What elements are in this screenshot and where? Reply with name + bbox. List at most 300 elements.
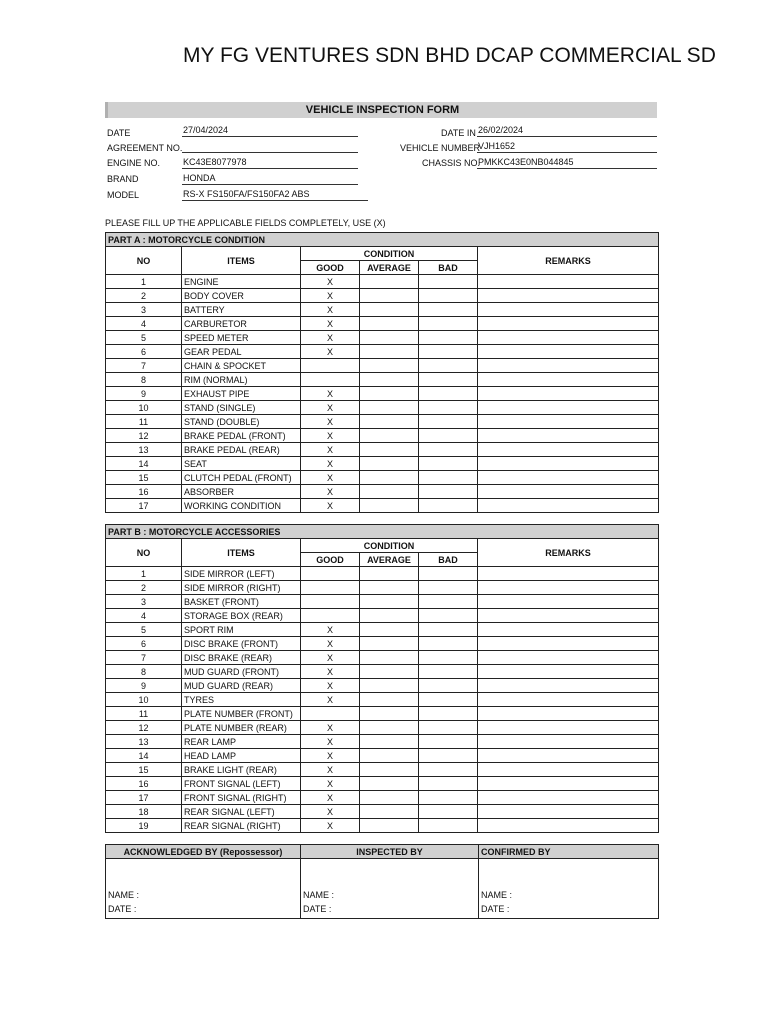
- row-no: 3: [106, 303, 182, 317]
- row-item: ENGINE: [182, 275, 301, 289]
- row-item: RIM (NORMAL): [182, 373, 301, 387]
- col-average-header: AVERAGE: [360, 553, 419, 567]
- table-row: [106, 317, 659, 331]
- row-bad: [419, 387, 478, 401]
- row-no: 2: [106, 289, 182, 303]
- col-no-header: NO: [106, 247, 182, 275]
- col-bad-header: BAD: [419, 261, 478, 275]
- row-item: STAND (SINGLE): [182, 401, 301, 415]
- row-no: 14: [106, 749, 182, 763]
- inspected-signature-cell: [301, 859, 479, 919]
- row-average: [360, 707, 419, 721]
- row-no: 5: [106, 623, 182, 637]
- row-no: 8: [106, 373, 182, 387]
- table-row: [106, 401, 659, 415]
- row-good: X: [301, 693, 360, 707]
- date-label: DATE :: [481, 904, 510, 914]
- row-average: [360, 471, 419, 485]
- row-remarks: [478, 415, 659, 429]
- row-no: 4: [106, 609, 182, 623]
- row-item: BATTERY: [182, 303, 301, 317]
- col-bad-header: BAD: [419, 553, 478, 567]
- name-label: NAME :: [303, 890, 335, 900]
- row-good: X: [301, 331, 360, 345]
- table-row: [106, 457, 659, 471]
- row-remarks: [478, 485, 659, 499]
- row-no: 11: [106, 707, 182, 721]
- table-row: [106, 791, 659, 805]
- row-item: CHAIN & SPOCKET: [182, 359, 301, 373]
- engine-label: ENGINE NO.: [107, 158, 161, 168]
- row-average: [360, 735, 419, 749]
- row-remarks: [478, 443, 659, 457]
- part-b-title: PART B : MOTORCYCLE ACCESSORIES: [106, 525, 659, 539]
- row-no: 13: [106, 735, 182, 749]
- row-remarks: [478, 429, 659, 443]
- row-no: 16: [106, 777, 182, 791]
- row-average: [360, 679, 419, 693]
- row-average: [360, 567, 419, 581]
- table-row: [106, 499, 659, 513]
- confirmed-signature-cell: [479, 859, 659, 919]
- part-a-title: PART A : MOTORCYCLE CONDITION: [106, 233, 659, 247]
- row-bad: [419, 303, 478, 317]
- row-good: X: [301, 499, 360, 513]
- table-row: [106, 275, 659, 289]
- row-bad: [419, 581, 478, 595]
- row-remarks: [478, 359, 659, 373]
- vehicle-number-label: VEHICLE NUMBER: [400, 143, 481, 153]
- row-bad: [419, 777, 478, 791]
- chassis-label: CHASSIS NO.: [422, 158, 481, 168]
- signature-table: [105, 844, 659, 919]
- row-no: 12: [106, 429, 182, 443]
- row-item: MUD GUARD (REAR): [182, 679, 301, 693]
- row-remarks: [478, 471, 659, 485]
- col-remarks-header: REMARKS: [478, 539, 659, 567]
- table-row: [106, 387, 659, 401]
- model-value: RS-X FS150FA/FS150FA2 ABS: [182, 188, 368, 201]
- row-good: X: [301, 317, 360, 331]
- row-bad: [419, 415, 478, 429]
- row-good: X: [301, 485, 360, 499]
- row-item: BRAKE PEDAL (REAR): [182, 443, 301, 457]
- table-row: [106, 665, 659, 679]
- acknowledged-signature-cell: [106, 859, 301, 919]
- row-item: FRONT SIGNAL (RIGHT): [182, 791, 301, 805]
- row-item: FRONT SIGNAL (LEFT): [182, 777, 301, 791]
- row-average: [360, 763, 419, 777]
- row-bad: [419, 443, 478, 457]
- form-title: VEHICLE INSPECTION FORM: [105, 102, 657, 118]
- row-item: ABSORBER: [182, 485, 301, 499]
- row-no: 5: [106, 331, 182, 345]
- row-good: X: [301, 387, 360, 401]
- table-row: [106, 735, 659, 749]
- row-average: [360, 401, 419, 415]
- model-label: MODEL: [107, 190, 140, 200]
- row-item: BODY COVER: [182, 289, 301, 303]
- table-row: [106, 443, 659, 457]
- agreement-value: [182, 140, 358, 153]
- row-item: DISC BRAKE (REAR): [182, 651, 301, 665]
- row-no: 18: [106, 805, 182, 819]
- row-no: 7: [106, 651, 182, 665]
- row-remarks: [478, 595, 659, 609]
- row-bad: [419, 567, 478, 581]
- table-row: [106, 415, 659, 429]
- table-row: [106, 609, 659, 623]
- row-good: [301, 609, 360, 623]
- company-title: MY FG VENTURES SDN BHD DCAP COMMERCIAL SD: [183, 44, 716, 67]
- row-no: 13: [106, 443, 182, 457]
- row-bad: [419, 637, 478, 651]
- row-bad: [419, 499, 478, 513]
- engine-value: KC43E8077978: [182, 156, 358, 169]
- row-item: SEAT: [182, 457, 301, 471]
- row-item: MUD GUARD (FRONT): [182, 665, 301, 679]
- part-a-rows: [106, 275, 659, 513]
- row-good: X: [301, 791, 360, 805]
- row-average: [360, 331, 419, 345]
- row-good: X: [301, 763, 360, 777]
- row-good: X: [301, 749, 360, 763]
- date-label: DATE :: [303, 904, 332, 914]
- col-no-header: NO: [106, 539, 182, 567]
- date-label: DATE :: [108, 904, 137, 914]
- row-bad: [419, 679, 478, 693]
- row-remarks: [478, 317, 659, 331]
- row-good: X: [301, 275, 360, 289]
- row-no: 10: [106, 401, 182, 415]
- table-row: [106, 763, 659, 777]
- row-average: [360, 805, 419, 819]
- row-average: [360, 499, 419, 513]
- row-good: X: [301, 623, 360, 637]
- row-bad: [419, 735, 478, 749]
- row-remarks: [478, 331, 659, 345]
- row-remarks: [478, 609, 659, 623]
- table-row: [106, 471, 659, 485]
- row-item: DISC BRAKE (FRONT): [182, 637, 301, 651]
- row-average: [360, 457, 419, 471]
- date-label: DATE: [107, 128, 131, 138]
- row-bad: [419, 471, 478, 485]
- row-good: X: [301, 415, 360, 429]
- table-row: [106, 749, 659, 763]
- row-good: [301, 595, 360, 609]
- row-good: X: [301, 637, 360, 651]
- row-no: 6: [106, 637, 182, 651]
- row-remarks: [478, 499, 659, 513]
- row-no: 1: [106, 275, 182, 289]
- row-bad: [419, 289, 478, 303]
- row-remarks: [478, 805, 659, 819]
- row-remarks: [478, 665, 659, 679]
- row-remarks: [478, 567, 659, 581]
- chassis-value: PMKKC43E0NB044845: [477, 156, 657, 169]
- date-in-value: 26/02/2024: [477, 124, 657, 137]
- row-item: GEAR PEDAL: [182, 345, 301, 359]
- row-average: [360, 749, 419, 763]
- row-average: [360, 693, 419, 707]
- row-bad: [419, 317, 478, 331]
- row-no: 9: [106, 679, 182, 693]
- row-good: X: [301, 777, 360, 791]
- row-bad: [419, 721, 478, 735]
- row-remarks: [478, 345, 659, 359]
- row-average: [360, 819, 419, 833]
- row-good: X: [301, 819, 360, 833]
- row-item: WORKING CONDITION: [182, 499, 301, 513]
- row-average: [360, 777, 419, 791]
- row-item: CLUTCH PEDAL (FRONT): [182, 471, 301, 485]
- row-item: TYRES: [182, 693, 301, 707]
- row-average: [360, 609, 419, 623]
- row-good: X: [301, 457, 360, 471]
- row-average: [360, 387, 419, 401]
- row-remarks: [478, 693, 659, 707]
- row-good: [301, 567, 360, 581]
- table-row: [106, 679, 659, 693]
- row-no: 15: [106, 471, 182, 485]
- row-good: X: [301, 665, 360, 679]
- table-row: [106, 721, 659, 735]
- row-good: [301, 707, 360, 721]
- row-bad: [419, 693, 478, 707]
- row-item: REAR LAMP: [182, 735, 301, 749]
- row-item: REAR SIGNAL (RIGHT): [182, 819, 301, 833]
- row-no: 16: [106, 485, 182, 499]
- row-remarks: [478, 637, 659, 651]
- row-average: [360, 373, 419, 387]
- row-average: [360, 485, 419, 499]
- col-good-header: GOOD: [301, 553, 360, 567]
- row-item: STORAGE BOX (REAR): [182, 609, 301, 623]
- row-item: REAR SIGNAL (LEFT): [182, 805, 301, 819]
- row-remarks: [478, 303, 659, 317]
- instruction-text: PLEASE FILL UP THE APPLICABLE FIELDS COMPLETELY, USE (X): [105, 218, 386, 228]
- row-item: PLATE NUMBER (FRONT): [182, 707, 301, 721]
- row-average: [360, 443, 419, 457]
- col-items-header: ITEMS: [182, 247, 301, 275]
- row-bad: [419, 275, 478, 289]
- row-average: [360, 791, 419, 805]
- row-no: 9: [106, 387, 182, 401]
- name-label: NAME :: [108, 890, 140, 900]
- table-row: [106, 289, 659, 303]
- row-no: 14: [106, 457, 182, 471]
- row-good: X: [301, 401, 360, 415]
- row-no: 3: [106, 595, 182, 609]
- row-good: X: [301, 679, 360, 693]
- row-bad: [419, 595, 478, 609]
- col-remarks-header: REMARKS: [478, 247, 659, 275]
- vehicle-number-value: VJH1652: [477, 140, 657, 153]
- table-row: [106, 567, 659, 581]
- row-remarks: [478, 763, 659, 777]
- acknowledged-header: ACKNOWLEDGED BY (Repossessor): [106, 845, 301, 859]
- table-row: [106, 303, 659, 317]
- row-good: X: [301, 345, 360, 359]
- row-bad: [419, 485, 478, 499]
- row-item: STAND (DOUBLE): [182, 415, 301, 429]
- row-bad: [419, 791, 478, 805]
- table-row: [106, 777, 659, 791]
- row-no: 12: [106, 721, 182, 735]
- row-no: 19: [106, 819, 182, 833]
- brand-label: BRAND: [107, 174, 139, 184]
- row-no: 15: [106, 763, 182, 777]
- row-good: X: [301, 289, 360, 303]
- row-good: X: [301, 735, 360, 749]
- table-row: [106, 595, 659, 609]
- row-average: [360, 303, 419, 317]
- row-good: [301, 373, 360, 387]
- row-good: X: [301, 651, 360, 665]
- row-remarks: [478, 373, 659, 387]
- row-item: CARBURETOR: [182, 317, 301, 331]
- row-average: [360, 289, 419, 303]
- row-item: BASKET (FRONT): [182, 595, 301, 609]
- row-remarks: [478, 387, 659, 401]
- row-good: [301, 359, 360, 373]
- row-average: [360, 665, 419, 679]
- col-good-header: GOOD: [301, 261, 360, 275]
- row-remarks: [478, 457, 659, 471]
- part-b-table: [105, 524, 659, 833]
- row-item: EXHAUST PIPE: [182, 387, 301, 401]
- row-no: 17: [106, 499, 182, 513]
- row-item: BRAKE PEDAL (FRONT): [182, 429, 301, 443]
- row-remarks: [478, 735, 659, 749]
- row-bad: [419, 651, 478, 665]
- row-remarks: [478, 651, 659, 665]
- table-row: [106, 331, 659, 345]
- row-average: [360, 345, 419, 359]
- row-item: SIDE MIRROR (LEFT): [182, 567, 301, 581]
- row-good: X: [301, 721, 360, 735]
- row-average: [360, 429, 419, 443]
- row-no: 7: [106, 359, 182, 373]
- row-average: [360, 721, 419, 735]
- row-bad: [419, 707, 478, 721]
- row-good: X: [301, 303, 360, 317]
- row-good: X: [301, 429, 360, 443]
- table-row: [106, 359, 659, 373]
- row-bad: [419, 401, 478, 415]
- row-average: [360, 317, 419, 331]
- row-bad: [419, 665, 478, 679]
- row-average: [360, 623, 419, 637]
- date-in-label: DATE IN: [441, 128, 476, 138]
- name-label: NAME :: [481, 890, 513, 900]
- table-row: [106, 581, 659, 595]
- confirmed-header: CONFIRMED BY: [479, 845, 659, 859]
- table-row: [106, 345, 659, 359]
- row-item: HEAD LAMP: [182, 749, 301, 763]
- row-no: 10: [106, 693, 182, 707]
- inspected-header: INSPECTED BY: [301, 845, 479, 859]
- row-no: 17: [106, 791, 182, 805]
- row-remarks: [478, 777, 659, 791]
- row-bad: [419, 763, 478, 777]
- col-condition-header: CONDITION: [301, 247, 478, 261]
- row-bad: [419, 609, 478, 623]
- row-remarks: [478, 679, 659, 693]
- part-b-rows: [106, 567, 659, 833]
- row-remarks: [478, 791, 659, 805]
- table-row: [106, 707, 659, 721]
- row-average: [360, 651, 419, 665]
- row-good: X: [301, 805, 360, 819]
- row-average: [360, 637, 419, 651]
- row-no: 8: [106, 665, 182, 679]
- row-remarks: [478, 275, 659, 289]
- table-row: [106, 693, 659, 707]
- row-bad: [419, 623, 478, 637]
- row-remarks: [478, 721, 659, 735]
- row-no: 6: [106, 345, 182, 359]
- row-bad: [419, 429, 478, 443]
- row-item: SIDE MIRROR (RIGHT): [182, 581, 301, 595]
- row-good: [301, 581, 360, 595]
- row-bad: [419, 359, 478, 373]
- table-row: [106, 485, 659, 499]
- part-a-table: [105, 232, 659, 513]
- table-row: [106, 623, 659, 637]
- table-row: [106, 637, 659, 651]
- row-remarks: [478, 749, 659, 763]
- row-average: [360, 581, 419, 595]
- row-item: PLATE NUMBER (REAR): [182, 721, 301, 735]
- row-remarks: [478, 581, 659, 595]
- row-item: SPORT RIM: [182, 623, 301, 637]
- row-item: BRAKE LIGHT (REAR): [182, 763, 301, 777]
- row-bad: [419, 345, 478, 359]
- table-row: [106, 805, 659, 819]
- row-good: X: [301, 443, 360, 457]
- row-no: 1: [106, 567, 182, 581]
- agreement-label: AGREEMENT NO.: [107, 143, 183, 153]
- row-no: 2: [106, 581, 182, 595]
- col-items-header: ITEMS: [182, 539, 301, 567]
- table-row: [106, 819, 659, 833]
- row-remarks: [478, 819, 659, 833]
- row-bad: [419, 749, 478, 763]
- row-bad: [419, 331, 478, 345]
- table-row: [106, 651, 659, 665]
- date-value: 27/04/2024: [182, 124, 358, 137]
- row-bad: [419, 457, 478, 471]
- row-average: [360, 359, 419, 373]
- row-bad: [419, 805, 478, 819]
- col-average-header: AVERAGE: [360, 261, 419, 275]
- row-item: SPEED METER: [182, 331, 301, 345]
- row-remarks: [478, 707, 659, 721]
- row-average: [360, 595, 419, 609]
- brand-value: HONDA: [182, 172, 358, 185]
- table-row: [106, 373, 659, 387]
- table-row: [106, 429, 659, 443]
- row-remarks: [478, 623, 659, 637]
- row-no: 11: [106, 415, 182, 429]
- row-good: X: [301, 471, 360, 485]
- row-average: [360, 275, 419, 289]
- row-remarks: [478, 401, 659, 415]
- row-bad: [419, 819, 478, 833]
- row-no: 4: [106, 317, 182, 331]
